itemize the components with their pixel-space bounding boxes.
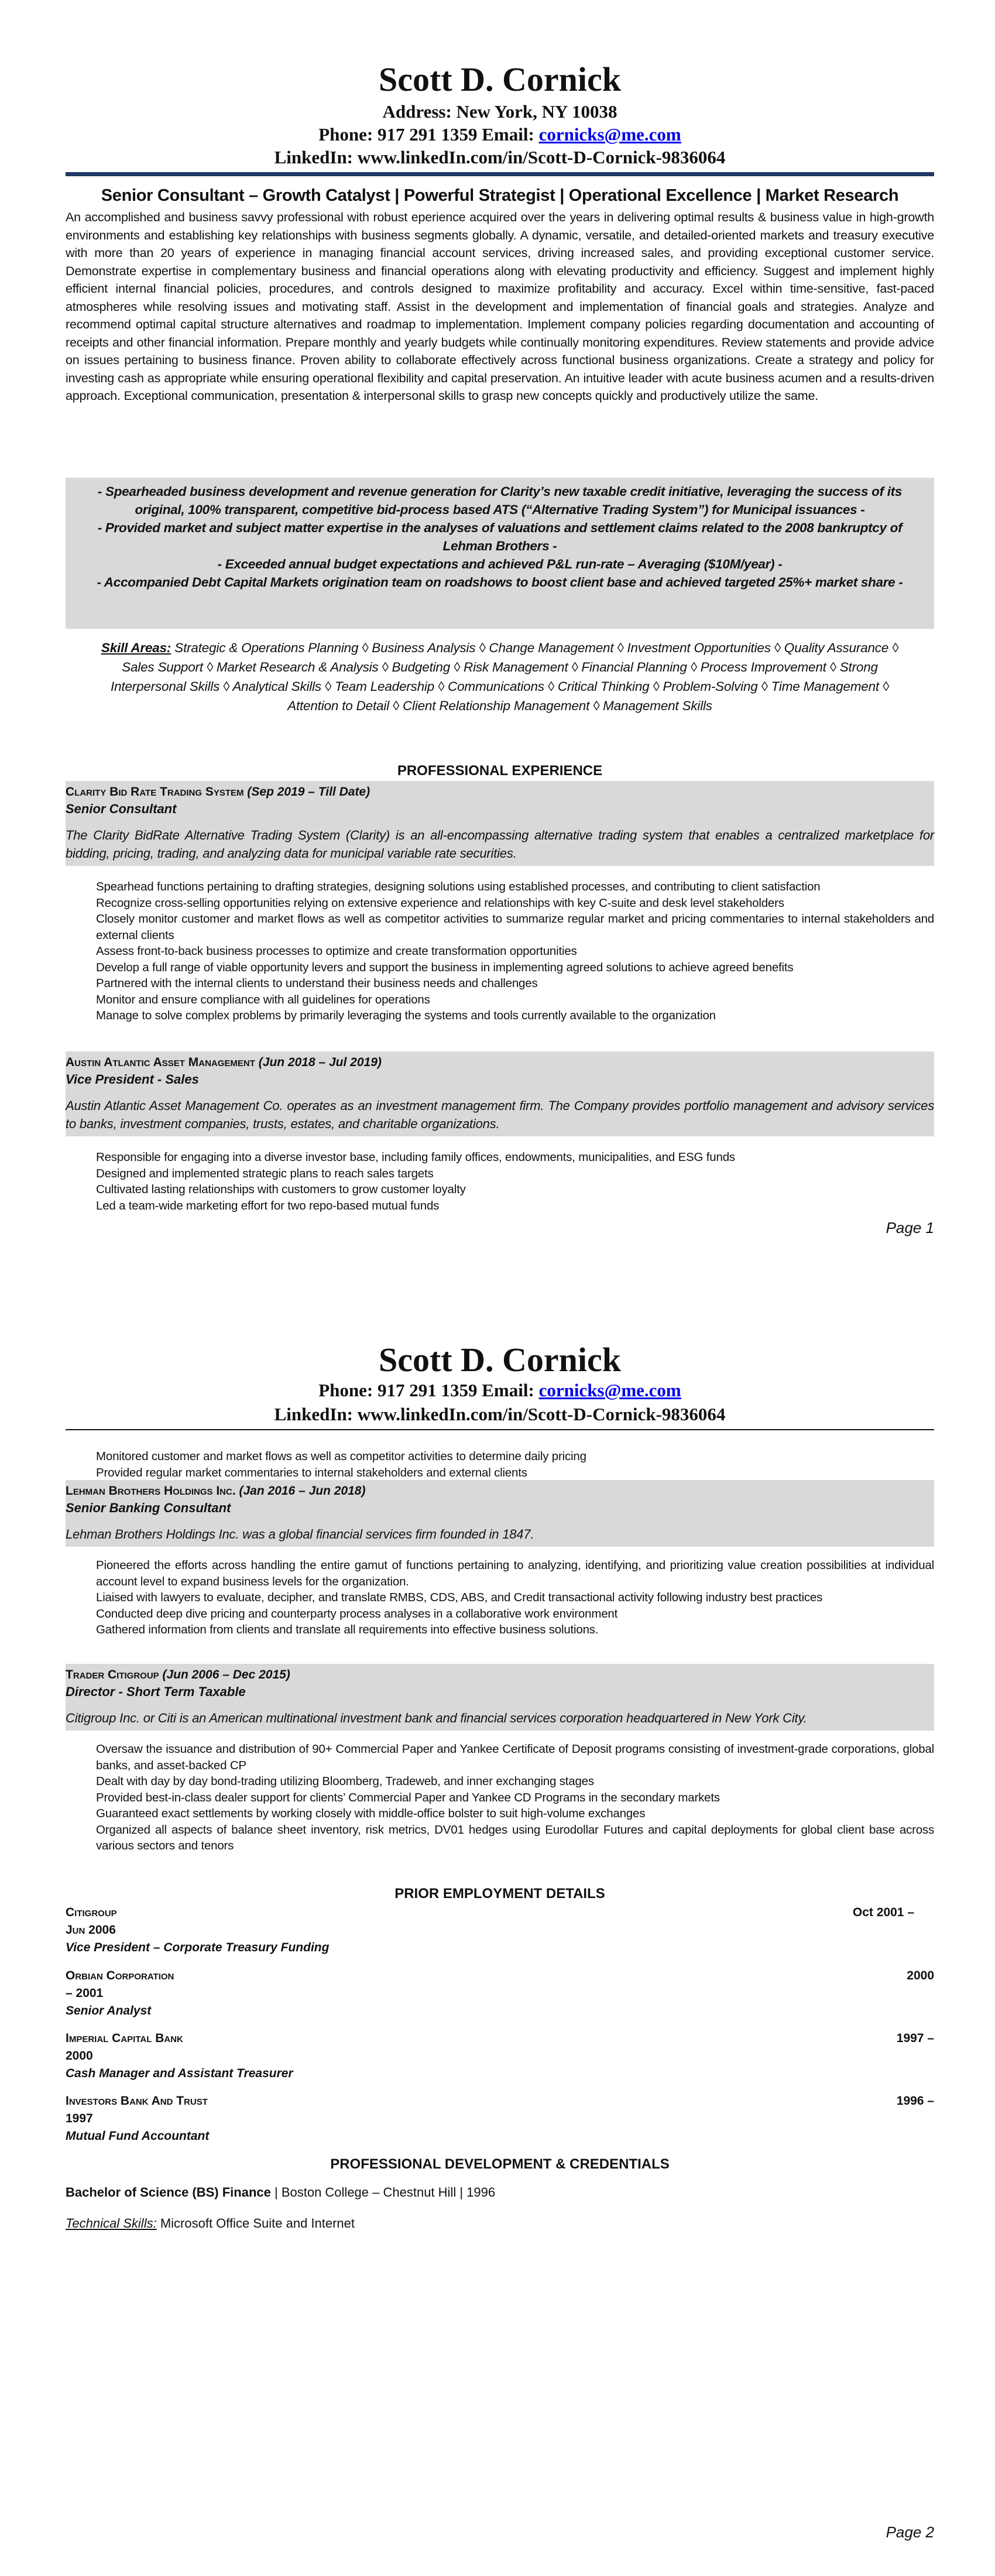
list-item: Oversaw the issuance and distribution of 90+ Commercial Paper and Yankee Certificate of Deposit programs consisting of investment-grade corporations, global banks, and asset-backed CP	[96, 1742, 934, 1772]
prior-title: Senior Analyst	[66, 2004, 152, 2017]
job-company: Lehman Brothers Holdings Inc.	[66, 1484, 236, 1498]
prior-company: Investors Bank And Trust	[66, 2094, 208, 2108]
list-item: Led a team-wide marketing effort for two repo-based mutual funds	[96, 1198, 440, 1212]
highlight-item: - Accompanied Debt Capital Markets origination team on roadshows to boost client base and achieved targeted 25%+ market share -	[97, 575, 903, 590]
list-item: Organized all aspects of balance sheet inventory, risk metrics, DV01 hedges using Eurodollar Futures and capital deployments for global client base across various sectors and tenors	[96, 1823, 934, 1852]
phone-email-line	[66, 123, 934, 146]
job-dates: (Jun 2018 – Jul 2019)	[255, 1056, 382, 1069]
page-number: Page 2	[886, 2523, 934, 2541]
prior-job	[66, 1967, 934, 2020]
list-item: Develop a full range of viable opportunity levers and support the business in implementing agreed solutions to achieve agreed benefits	[96, 960, 794, 974]
job-lehman	[66, 1480, 934, 1638]
job-company-line	[66, 1054, 934, 1071]
job-company: Austin Atlantic Asset Management	[66, 1056, 255, 1069]
job-company-line	[66, 1666, 934, 1683]
header-divider	[66, 1429, 934, 1430]
job-dates: (Jun 2006 – Dec 2015)	[159, 1668, 290, 1681]
candidate-name: Scott D. Cornick	[378, 60, 621, 98]
phone-label: Phone: 917 291 1359 Email:	[318, 1380, 539, 1400]
job-title: Director - Short Term Taxable	[66, 1684, 246, 1699]
phone-label: Phone: 917 291 1359 Email:	[318, 124, 539, 145]
degree: Bachelor of Science (BS) Finance	[66, 2185, 271, 2200]
address: Address: New York, NY 10038	[382, 101, 617, 122]
skill-areas-label: Skill Areas:	[101, 640, 171, 655]
email-link[interactable]: cornicks@me.com	[538, 124, 681, 145]
job-header	[66, 1664, 934, 1731]
headline: Senior Consultant – Growth Catalyst | Powerful Strategist | Operational Excellence | Market Research	[101, 186, 899, 205]
prior-title: Mutual Fund Accountant	[66, 2129, 210, 2143]
prior-job-row	[66, 2030, 934, 2047]
prior-date-cont: 2000	[66, 2049, 93, 2063]
job-header	[66, 781, 934, 866]
linkedin: LinkedIn: www.linkedIn.com/in/Scott-D-Cornick-9836064	[274, 147, 726, 167]
job-company: Trader Citigroup	[66, 1668, 159, 1681]
list-item: Responsible for engaging into a diverse investor base, including family offices, endowments, municipalities, and ESG funds	[96, 1150, 735, 1164]
list-item: Gathered information from clients and translate all requirements into effective business solutions.	[96, 1623, 599, 1636]
job-bullets	[66, 879, 934, 1024]
job-dates: (Jan 2016 – Jun 2018)	[235, 1484, 366, 1498]
list-item: Assess front-to-back business processes to optimize and create transformation opportunities	[96, 944, 577, 958]
linkedin: LinkedIn: www.linkedIn.com/in/Scott-D-Cornick-9836064	[274, 1404, 726, 1424]
job-bullets	[66, 1741, 934, 1854]
email-link[interactable]: cornicks@me.com	[538, 1380, 681, 1400]
prior-date-cont: Jun 2006	[66, 1923, 116, 1937]
list-item: Cultivated lasting relationships with customers to grow customer loyalty	[96, 1183, 466, 1196]
list-item: Monitored customer and market flows as well as competitor activities to determine daily pricing	[96, 1450, 586, 1463]
list-item: Provided best-in-class dealer support for clients’ Commercial Paper and Yankee CD Programs in the secondary markets	[96, 1790, 720, 1804]
job-citigroup	[66, 1664, 934, 1854]
prior-title: Vice President – Corporate Treasury Funding	[66, 1941, 330, 1954]
skill-areas	[66, 638, 934, 715]
list-item: Partnered with the internal clients to understand their business needs and challenges	[96, 977, 538, 990]
list-item: Recognize cross-selling opportunities relying on extensive experience and relationships with key C-suite and desk level stakeholders	[96, 896, 784, 910]
technical-skills-text: Microsoft Office Suite and Internet	[156, 2216, 355, 2231]
job-bullets	[66, 1557, 934, 1638]
phone-email-line	[66, 1379, 934, 1402]
list-item: Monitor and ensure compliance with all guidelines for operations	[96, 992, 430, 1006]
job-company: Clarity Bid Rate Trading System	[66, 785, 244, 799]
prior-company: Citigroup	[66, 1906, 117, 1919]
prior-company: Imperial Capital Bank	[66, 2032, 183, 2045]
job-title: Senior Banking Consultant	[66, 1501, 231, 1515]
education-detail: | Boston College – Chestnut Hill | 1996	[270, 2185, 496, 2200]
prior-date: 1997 –	[896, 2032, 934, 2045]
summary: An accomplished and business savvy professional with robust eperience acquired over the years in delivering optimal results & business value in high-growth environments and establishing key relationships with business segments globally. A dynamic, versatile, and detailed-oriented markets and treasury executive with more than 20 years of experience in managing financial account services, driving increased sales, and providing exceptional customer service. Demonstrate expertise in complementary business and financial operations along with elevating productivity and efficiency. Suggest and implement highly efficient internal financial policies, procedures, and controls designed to maximize profitability and accuracy. Excel within time-sensitive, fast-paced atmospheres while resolving issues and motivating staff. Assist in the development and implementation of financial goals and strategies. Analyze and recommend optimal capital structure alternatives and roadmap to implementation. Implement company policies regarding documentation and accounting of receipts and other financial information. Prepare monthly and yearly budgets while continually monitoring expenditures. Review statements and provide advice on issues pertaining to business finance. Proven ability to collaborate effectively across functional business organizations. Create a strategy and policy for investing cash as appropriate while ensuring operational flexibility and capital preservation. An intuitive leader with acute business acumen and a results-driven approach. Exceptional communication, presentation & interpersonal skills to grasp new concepts quickly and productively utilize the same.	[66, 210, 934, 403]
job-description: Austin Atlantic Asset Management Co. operates as an investment management firm. The Company provides portfolio management and advisory services to banks, investment companies, trusts, estates, and charitable organizations.	[66, 1098, 934, 1131]
technical-skills	[66, 2215, 934, 2232]
job-bullets	[66, 1149, 934, 1214]
list-item: Closely monitor customer and market flows as well as competitor activities to summarize regular market and pricing commentaries to internal stakeholders and external clients	[96, 912, 934, 942]
prior-date-cont: – 2001	[66, 1986, 104, 2000]
highlight-item: - Exceeded annual budget expectations and achieved P&L run-rate – Averaging ($10M/year) -	[217, 557, 783, 571]
list-item: Conducted deep dive pricing and counterparty process analyses in a collaborative work environment	[96, 1606, 618, 1621]
prior-date-cont: 1997	[66, 2112, 93, 2125]
prior-date: 2000	[907, 1969, 934, 1982]
job-title: Senior Consultant	[66, 801, 177, 816]
job-header	[66, 1480, 934, 1547]
job-description: The Clarity BidRate Alternative Trading System (Clarity) is an all-encompassing alternative trading system that enables a centralized marketplace for bidding, pricing, trading, and analyzing data for municipal variable rate securities.	[66, 828, 934, 861]
header-divider	[66, 172, 934, 176]
section-title-development: PROFESSIONAL DEVELOPMENT & CREDENTIALS	[330, 2156, 670, 2172]
highlight-item: - Provided market and subject matter expertise in the analyses of valuations and settlement claims related to the 2008 bankruptcy of Lehman Brothers -	[97, 520, 903, 553]
job-dates: (Sep 2019 – Till Date)	[243, 785, 370, 799]
job-header	[66, 1051, 934, 1136]
technical-skills-label: Technical Skills:	[66, 2216, 157, 2231]
education	[66, 2184, 934, 2201]
prior-job	[66, 2030, 934, 2082]
list-item: Designed and implemented strategic plans to reach sales targets	[96, 1166, 434, 1180]
job-description: Citigroup Inc. or Citi is an American multinational investment bank and financial services corporation headquartered in New York City.	[66, 1711, 807, 1725]
skill-areas-list: Strategic & Operations Planning ◊ Business Analysis ◊ Change Management ◊ Investment Opportunities ◊ Quality Assurance ◊ Sales Support ◊ Market Research & Analysis ◊ Budgeting ◊ Risk Management ◊ Financial Planning ◊ Process Improvement ◊ Strong Interpersonal Skills ◊ Analytical Skills ◊ Team Leadership ◊ Communications ◊ Critical Thinking ◊ Problem-Solving ◊ Time Management ◊ Attention to Detail ◊ Client Relationship Management ◊ Management Skills	[111, 640, 899, 713]
prior-date: Oct 2001 –	[852, 1906, 914, 1919]
prior-job-row	[66, 2092, 934, 2110]
job-bullets-continued	[66, 1448, 934, 1481]
list-item: Dealt with day by day bond-trading utilizing Bloomberg, Tradeweb, and inner exchanging stages	[96, 1775, 594, 1788]
list-item: Liaised with lawyers to evaluate, decipher, and translate RMBS, CDS, ABS, and Credit transactional activity following industry best practices	[96, 1591, 823, 1604]
list-item: Manage to solve complex problems by primarily leveraging the systems and tools currently available to the organization	[96, 1009, 716, 1022]
candidate-name: Scott D. Cornick	[378, 1341, 621, 1379]
job-company-line	[66, 1482, 934, 1499]
prior-title: Cash Manager and Assistant Treasurer	[66, 2067, 293, 2080]
prior-job-row	[66, 1904, 934, 1921]
list-item: Pioneered the efforts across handling the entire gamut of functions pertaining to analyzing, identifying, and prioritizing value creation possibilities at individual account level to expand business levels for the organization.	[96, 1558, 934, 1588]
highlights-box	[66, 478, 934, 629]
prior-job	[66, 2092, 934, 2145]
prior-date: 1996 –	[896, 2094, 934, 2108]
job-austin	[66, 1051, 934, 1214]
prior-job-row	[66, 1967, 934, 1985]
page-number: Page 1	[886, 1219, 934, 1236]
list-item: Guaranteed exact settlements by working closely with middle-office bolster to suit high-volume exchanges	[96, 1807, 646, 1820]
section-title-experience: PROFESSIONAL EXPERIENCE	[397, 763, 603, 779]
job-company-line	[66, 783, 934, 800]
job-description: Lehman Brothers Holdings Inc. was a global financial services firm founded in 1847.	[66, 1527, 534, 1542]
section-title-prior: PRIOR EMPLOYMENT DETAILS	[394, 1886, 605, 1902]
job-clarity	[66, 781, 934, 1024]
prior-company: Orbian Corporation	[66, 1969, 174, 1982]
prior-job	[66, 1904, 934, 1957]
list-item: Spearhead functions pertaining to drafting strategies, designing solutions using established processes, and contributing to client satisfaction	[96, 880, 821, 893]
highlight-item: - Spearheaded business development and revenue generation for Clarity’s new taxable credit initiative, leveraging the success of its original, 100% transparent, competitive bid-process based ATS (“Alternative Trading System”) for Municipal issuances -	[97, 484, 903, 517]
job-title: Vice President - Sales	[66, 1072, 199, 1087]
list-item: Provided regular market commentaries to internal stakeholders and external clients	[96, 1465, 527, 1479]
